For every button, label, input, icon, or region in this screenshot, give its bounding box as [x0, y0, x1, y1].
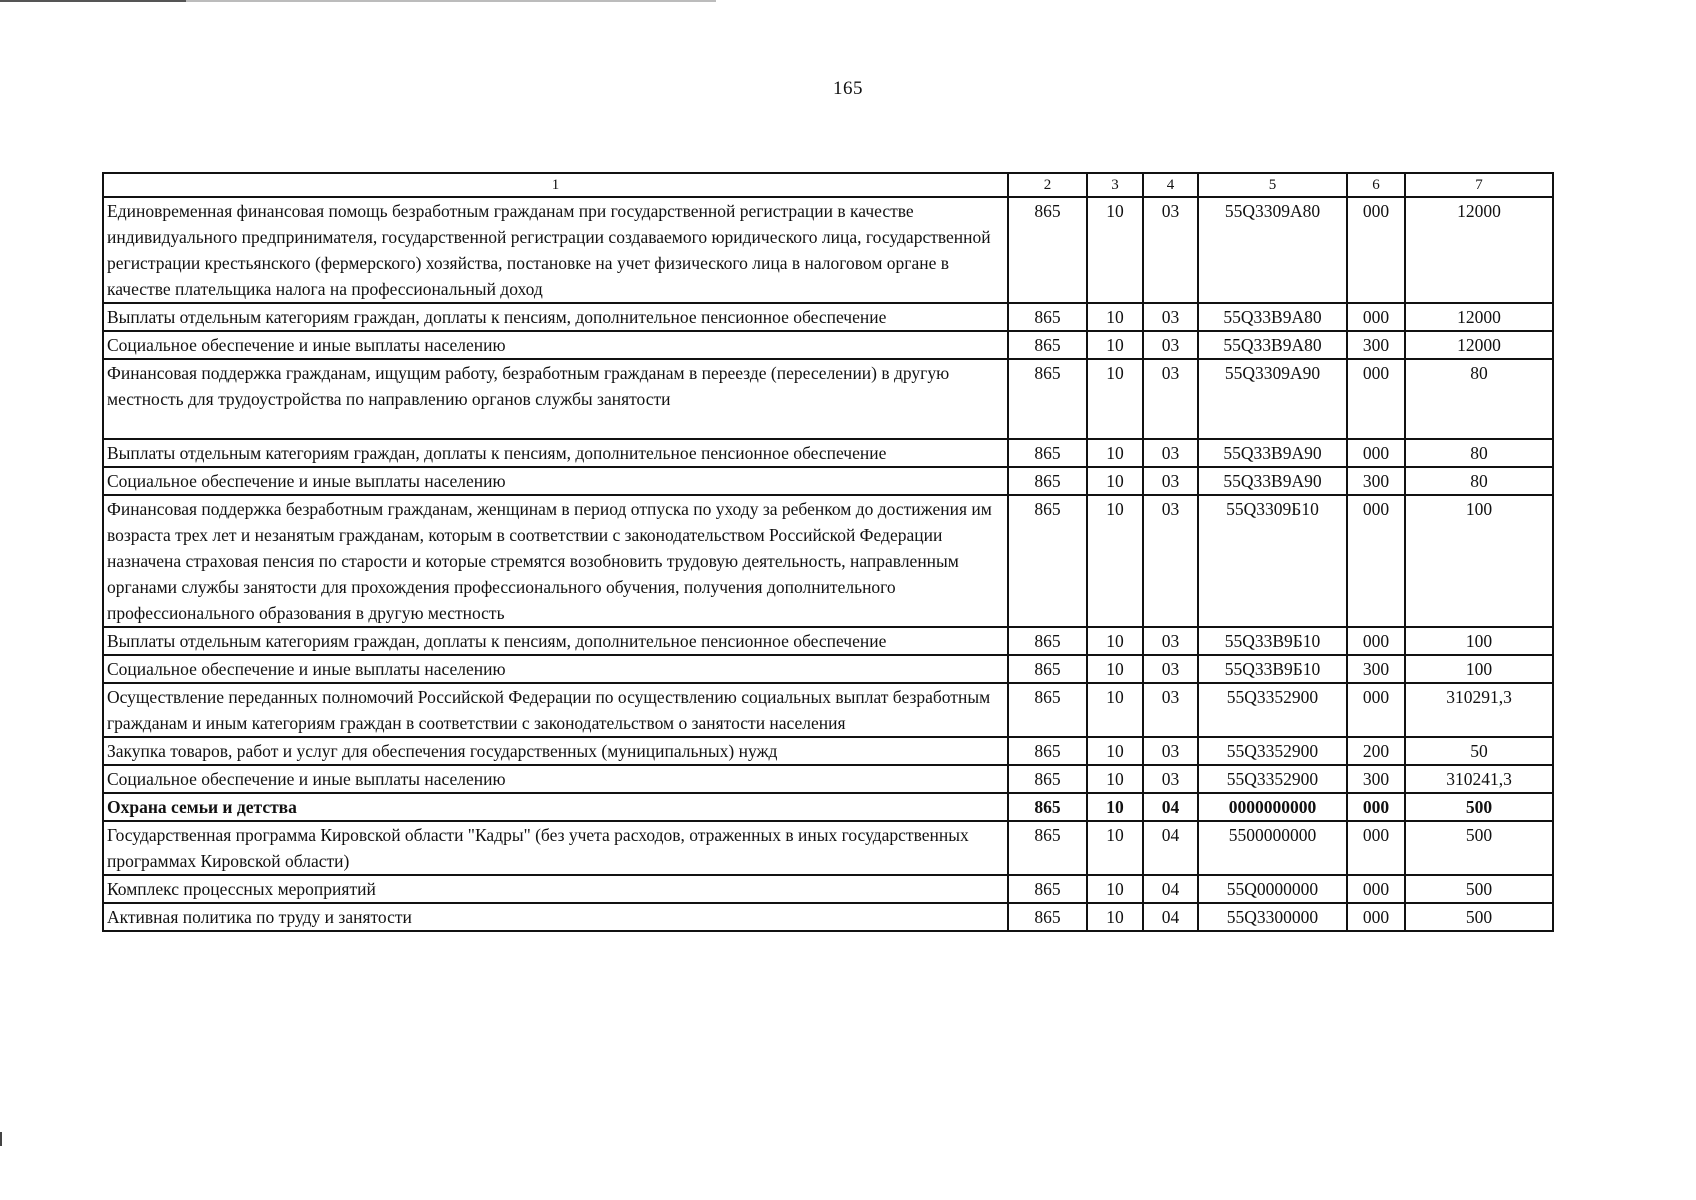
row-name: Охрана семьи и детства	[103, 793, 1008, 821]
row-name: Комплекс процессных мероприятий	[103, 875, 1008, 903]
cell-expense-type: 000	[1347, 903, 1405, 931]
cell-target-article: 55Q3309А90	[1198, 359, 1347, 439]
table-row-section-total	[103, 793, 1553, 821]
table-row	[103, 359, 1553, 439]
cell-section: 10	[1087, 303, 1143, 331]
column-header-1: 1	[103, 173, 1008, 197]
cell-amount: 310241,3	[1405, 765, 1553, 793]
row-name: Выплаты отдельным категориям граждан, доплаты к пенсиям, дополнительное пенсионное обеспечение	[103, 439, 1008, 467]
cell-expense-type: 000	[1347, 821, 1405, 875]
cell-subsection: 03	[1143, 467, 1198, 495]
cell-amount: 12000	[1405, 303, 1553, 331]
cell-expense-type: 000	[1347, 793, 1405, 821]
cell-amount: 100	[1405, 627, 1553, 655]
cell-expense-type: 300	[1347, 467, 1405, 495]
cell-target-article: 5500000000	[1198, 821, 1347, 875]
cell-ministry-code: 865	[1008, 331, 1087, 359]
cell-subsection: 04	[1143, 903, 1198, 931]
cell-ministry-code: 865	[1008, 683, 1087, 737]
cell-section: 10	[1087, 495, 1143, 627]
cell-target-article: 55Q33В9Б10	[1198, 627, 1347, 655]
cell-amount: 50	[1405, 737, 1553, 765]
column-header-6: 6	[1347, 173, 1405, 197]
cell-section: 10	[1087, 903, 1143, 931]
cell-section: 10	[1087, 467, 1143, 495]
cell-target-article: 55Q3352900	[1198, 683, 1347, 737]
cell-subsection: 04	[1143, 821, 1198, 875]
cell-ministry-code: 865	[1008, 903, 1087, 931]
page-number: 165	[833, 78, 863, 99]
cell-subsection: 03	[1143, 439, 1198, 467]
cell-expense-type: 000	[1347, 439, 1405, 467]
row-name: Осуществление переданных полномочий Российской Федерации по осуществлению социальных выплат безработным гражданам и иным категориям граждан в соответствии с законодательством о занятости населения	[103, 683, 1008, 737]
cell-expense-type: 000	[1347, 495, 1405, 627]
cell-expense-type: 000	[1347, 197, 1405, 303]
cell-subsection: 04	[1143, 793, 1198, 821]
cell-section: 10	[1087, 359, 1143, 439]
cell-amount: 80	[1405, 359, 1553, 439]
row-name: Социальное обеспечение и иные выплаты населению	[103, 655, 1008, 683]
cell-section: 10	[1087, 627, 1143, 655]
cell-section: 10	[1087, 737, 1143, 765]
row-name: Выплаты отдельным категориям граждан, доплаты к пенсиям, дополнительное пенсионное обеспечение	[103, 303, 1008, 331]
cell-expense-type: 300	[1347, 765, 1405, 793]
table-row	[103, 303, 1553, 331]
cell-target-article: 55Q0000000	[1198, 875, 1347, 903]
cell-amount: 12000	[1405, 331, 1553, 359]
table-row	[103, 765, 1553, 793]
cell-subsection: 03	[1143, 359, 1198, 439]
cell-ministry-code: 865	[1008, 439, 1087, 467]
cell-amount: 500	[1405, 875, 1553, 903]
cell-section: 10	[1087, 683, 1143, 737]
table-row	[103, 683, 1553, 737]
cell-section: 10	[1087, 331, 1143, 359]
cell-amount: 500	[1405, 903, 1553, 931]
cell-target-article: 55Q3352900	[1198, 765, 1347, 793]
cell-amount: 500	[1405, 821, 1553, 875]
cell-expense-type: 300	[1347, 331, 1405, 359]
row-name: Финансовая поддержка безработным гражданам, женщинам в период отпуска по уходу за ребенком до достижения им возраста трех лет и незанятым гражданам, которым в соответствии с законодательством Российской Федерации назначена страховая пенсия по старости и которые стремятся возобновить трудовую деятельность, направленным органами службы занятости для прохождения профессионального обучения, получения дополнительного профессионального образования в другую местность	[103, 495, 1008, 627]
cell-subsection: 03	[1143, 197, 1198, 303]
cell-amount: 100	[1405, 495, 1553, 627]
cell-ministry-code: 865	[1008, 765, 1087, 793]
cell-subsection: 03	[1143, 655, 1198, 683]
cell-target-article: 55Q33В9А80	[1198, 303, 1347, 331]
cell-amount: 500	[1405, 793, 1553, 821]
cell-subsection: 03	[1143, 303, 1198, 331]
cell-amount: 100	[1405, 655, 1553, 683]
cell-section: 10	[1087, 655, 1143, 683]
cell-ministry-code: 865	[1008, 303, 1087, 331]
cell-ministry-code: 865	[1008, 793, 1087, 821]
header-row	[103, 173, 1553, 197]
cell-target-article: 55Q33В9А90	[1198, 467, 1347, 495]
cell-expense-type: 000	[1347, 875, 1405, 903]
cell-ministry-code: 865	[1008, 875, 1087, 903]
cell-amount: 80	[1405, 467, 1553, 495]
row-name: Активная политика по труду и занятости	[103, 903, 1008, 931]
scan-margin-mark	[0, 1132, 2, 1146]
table-row	[103, 875, 1553, 903]
cell-target-article: 55Q3352900	[1198, 737, 1347, 765]
row-name: Единовременная финансовая помощь безработным гражданам при государственной регистрации в качестве индивидуального предпринимателя, государственной регистрации создаваемого юридического лица, государственной регистрации крестьянского (фермерского) хозяйства, постановке на учет физического лица в налоговом органе в качестве плательщика налога на профессиональный доход	[103, 197, 1008, 303]
cell-expense-type: 000	[1347, 627, 1405, 655]
cell-expense-type: 000	[1347, 359, 1405, 439]
scan-top-rule-dark	[0, 0, 186, 2]
cell-section: 10	[1087, 439, 1143, 467]
column-header-7: 7	[1405, 173, 1553, 197]
budget-table	[102, 172, 1554, 932]
column-header-3: 3	[1087, 173, 1143, 197]
column-header-5: 5	[1198, 173, 1347, 197]
cell-section: 10	[1087, 765, 1143, 793]
table-row	[103, 331, 1553, 359]
cell-target-article: 55Q33В9А80	[1198, 331, 1347, 359]
cell-subsection: 03	[1143, 765, 1198, 793]
cell-ministry-code: 865	[1008, 197, 1087, 303]
table-row	[103, 903, 1553, 931]
cell-target-article: 55Q33В9А90	[1198, 439, 1347, 467]
cell-subsection: 03	[1143, 683, 1198, 737]
cell-subsection: 03	[1143, 331, 1198, 359]
row-name: Закупка товаров, работ и услуг для обеспечения государственных (муниципальных) нужд	[103, 737, 1008, 765]
cell-section: 10	[1087, 793, 1143, 821]
column-header-4: 4	[1143, 173, 1198, 197]
cell-section: 10	[1087, 197, 1143, 303]
cell-expense-type: 000	[1347, 303, 1405, 331]
row-name: Социальное обеспечение и иные выплаты населению	[103, 331, 1008, 359]
cell-target-article: 55Q3309А80	[1198, 197, 1347, 303]
row-name: Социальное обеспечение и иные выплаты населению	[103, 765, 1008, 793]
table-row	[103, 737, 1553, 765]
cell-expense-type: 200	[1347, 737, 1405, 765]
cell-subsection: 04	[1143, 875, 1198, 903]
cell-ministry-code: 865	[1008, 495, 1087, 627]
row-name: Финансовая поддержка гражданам, ищущим работу, безработным гражданам в переезде (переселении) в другую местность для трудоустройства по направлению органов службы занятости	[103, 359, 1008, 439]
table-row	[103, 467, 1553, 495]
cell-subsection: 03	[1143, 737, 1198, 765]
row-name: Государственная программа Кировской области "Кадры" (без учета расходов, отраженных в иных государственных программах Кировской области)	[103, 821, 1008, 875]
row-name: Выплаты отдельным категориям граждан, доплаты к пенсиям, дополнительное пенсионное обеспечение	[103, 627, 1008, 655]
cell-amount: 310291,3	[1405, 683, 1553, 737]
table-row	[103, 439, 1553, 467]
cell-amount: 80	[1405, 439, 1553, 467]
table-row	[103, 627, 1553, 655]
cell-target-article: 55Q3309Б10	[1198, 495, 1347, 627]
table-row	[103, 495, 1553, 627]
cell-ministry-code: 865	[1008, 467, 1087, 495]
cell-ministry-code: 865	[1008, 627, 1087, 655]
cell-ministry-code: 865	[1008, 359, 1087, 439]
table-row	[103, 197, 1553, 303]
cell-subsection: 03	[1143, 495, 1198, 627]
cell-section: 10	[1087, 875, 1143, 903]
cell-target-article: 55Q33В9Б10	[1198, 655, 1347, 683]
cell-expense-type: 300	[1347, 655, 1405, 683]
cell-target-article: 55Q3300000	[1198, 903, 1347, 931]
cell-target-article: 0000000000	[1198, 793, 1347, 821]
column-header-2: 2	[1008, 173, 1087, 197]
cell-amount: 12000	[1405, 197, 1553, 303]
cell-ministry-code: 865	[1008, 655, 1087, 683]
row-name: Социальное обеспечение и иные выплаты населению	[103, 467, 1008, 495]
cell-ministry-code: 865	[1008, 737, 1087, 765]
table-row	[103, 655, 1553, 683]
cell-subsection: 03	[1143, 627, 1198, 655]
table-row	[103, 821, 1553, 875]
cell-expense-type: 000	[1347, 683, 1405, 737]
cell-ministry-code: 865	[1008, 821, 1087, 875]
cell-section: 10	[1087, 821, 1143, 875]
